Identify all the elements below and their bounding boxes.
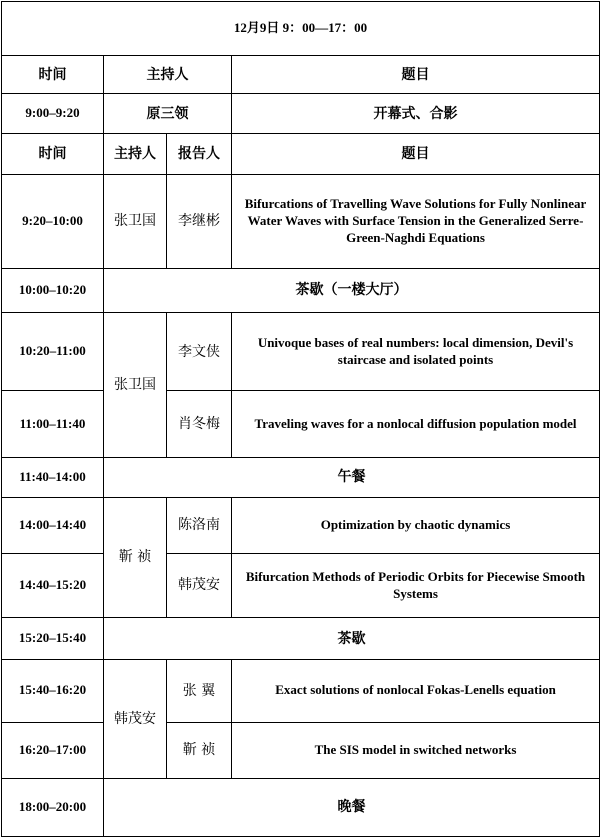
slot-time: 10:20–11:00 xyxy=(2,313,104,391)
slot-speaker: 张 翼 xyxy=(167,660,232,722)
slot-host: 张卫国 xyxy=(104,174,167,268)
schedule-table xyxy=(1,1,600,837)
slot-topic: Traveling waves for a nonlocal diffusion population model xyxy=(232,391,600,457)
session-header-topic: 题目 xyxy=(232,134,600,174)
session-header-time: 时间 xyxy=(2,134,104,174)
break-time: 15:20–15:40 xyxy=(2,618,104,660)
break-row xyxy=(2,778,600,836)
table-row xyxy=(2,497,600,553)
slot-speaker: 陈洛南 xyxy=(167,497,232,553)
break-label: 晚餐 xyxy=(104,778,600,836)
opening-time: 9:00–9:20 xyxy=(2,94,104,134)
slot-time: 15:40–16:20 xyxy=(2,660,104,722)
table-row xyxy=(2,174,600,268)
header-time: 时间 xyxy=(2,56,104,94)
slot-speaker: 李文侠 xyxy=(167,313,232,391)
table-row xyxy=(2,553,600,617)
session-header-row xyxy=(2,134,600,174)
break-time: 10:00–10:20 xyxy=(2,268,104,312)
break-row xyxy=(2,268,600,312)
top-header-row xyxy=(2,56,600,94)
slot-time: 9:20–10:00 xyxy=(2,174,104,268)
break-label: 茶歇 xyxy=(104,618,600,660)
session-header-speaker: 报告人 xyxy=(167,134,232,174)
slot-time: 14:40–15:20 xyxy=(2,553,104,617)
slot-topic: Exact solutions of nonlocal Fokas-Lenells equation xyxy=(232,660,600,722)
opening-topic: 开幕式、合影 xyxy=(232,94,600,134)
slot-topic: Bifurcations of Travelling Wave Solutions for Fully Nonlinear Water Waves with Surface Tension in the Generalized Serre-Green-Naghdi Equations xyxy=(232,174,600,268)
slot-speaker: 肖冬梅 xyxy=(167,391,232,457)
slot-host: 靳 祯 xyxy=(104,497,167,617)
opening-row xyxy=(2,94,600,134)
slot-speaker: 李继彬 xyxy=(167,174,232,268)
slot-time: 16:20–17:00 xyxy=(2,722,104,778)
table-row xyxy=(2,660,600,722)
break-label: 午餐 xyxy=(104,457,600,497)
slot-host: 张卫国 xyxy=(104,313,167,458)
date-header: 12月9日 9：00—17：00 xyxy=(2,2,600,56)
slot-time: 11:00–11:40 xyxy=(2,391,104,457)
slot-speaker: 韩茂安 xyxy=(167,553,232,617)
break-time: 18:00–20:00 xyxy=(2,778,104,836)
header-topic: 题目 xyxy=(232,56,600,94)
header-host: 主持人 xyxy=(104,56,232,94)
slot-speaker: 靳 祯 xyxy=(167,722,232,778)
slot-topic: Bifurcation Methods of Periodic Orbits for Piecewise Smooth Systems xyxy=(232,553,600,617)
break-time: 11:40–14:00 xyxy=(2,457,104,497)
slot-topic: Univoque bases of real numbers: local dimension, Devil's staircase and isolated points xyxy=(232,313,600,391)
slot-topic: Optimization by chaotic dynamics xyxy=(232,497,600,553)
break-row xyxy=(2,457,600,497)
slot-topic: The SIS model in switched networks xyxy=(232,722,600,778)
date-header-row xyxy=(2,2,600,56)
slot-time: 14:00–14:40 xyxy=(2,497,104,553)
table-row xyxy=(2,313,600,391)
opening-host: 原三领 xyxy=(104,94,232,134)
break-row xyxy=(2,618,600,660)
table-row xyxy=(2,391,600,457)
slot-host: 韩茂安 xyxy=(104,660,167,778)
break-label: 茶歇（一楼大厅） xyxy=(104,268,600,312)
table-row xyxy=(2,722,600,778)
session-header-host: 主持人 xyxy=(104,134,167,174)
